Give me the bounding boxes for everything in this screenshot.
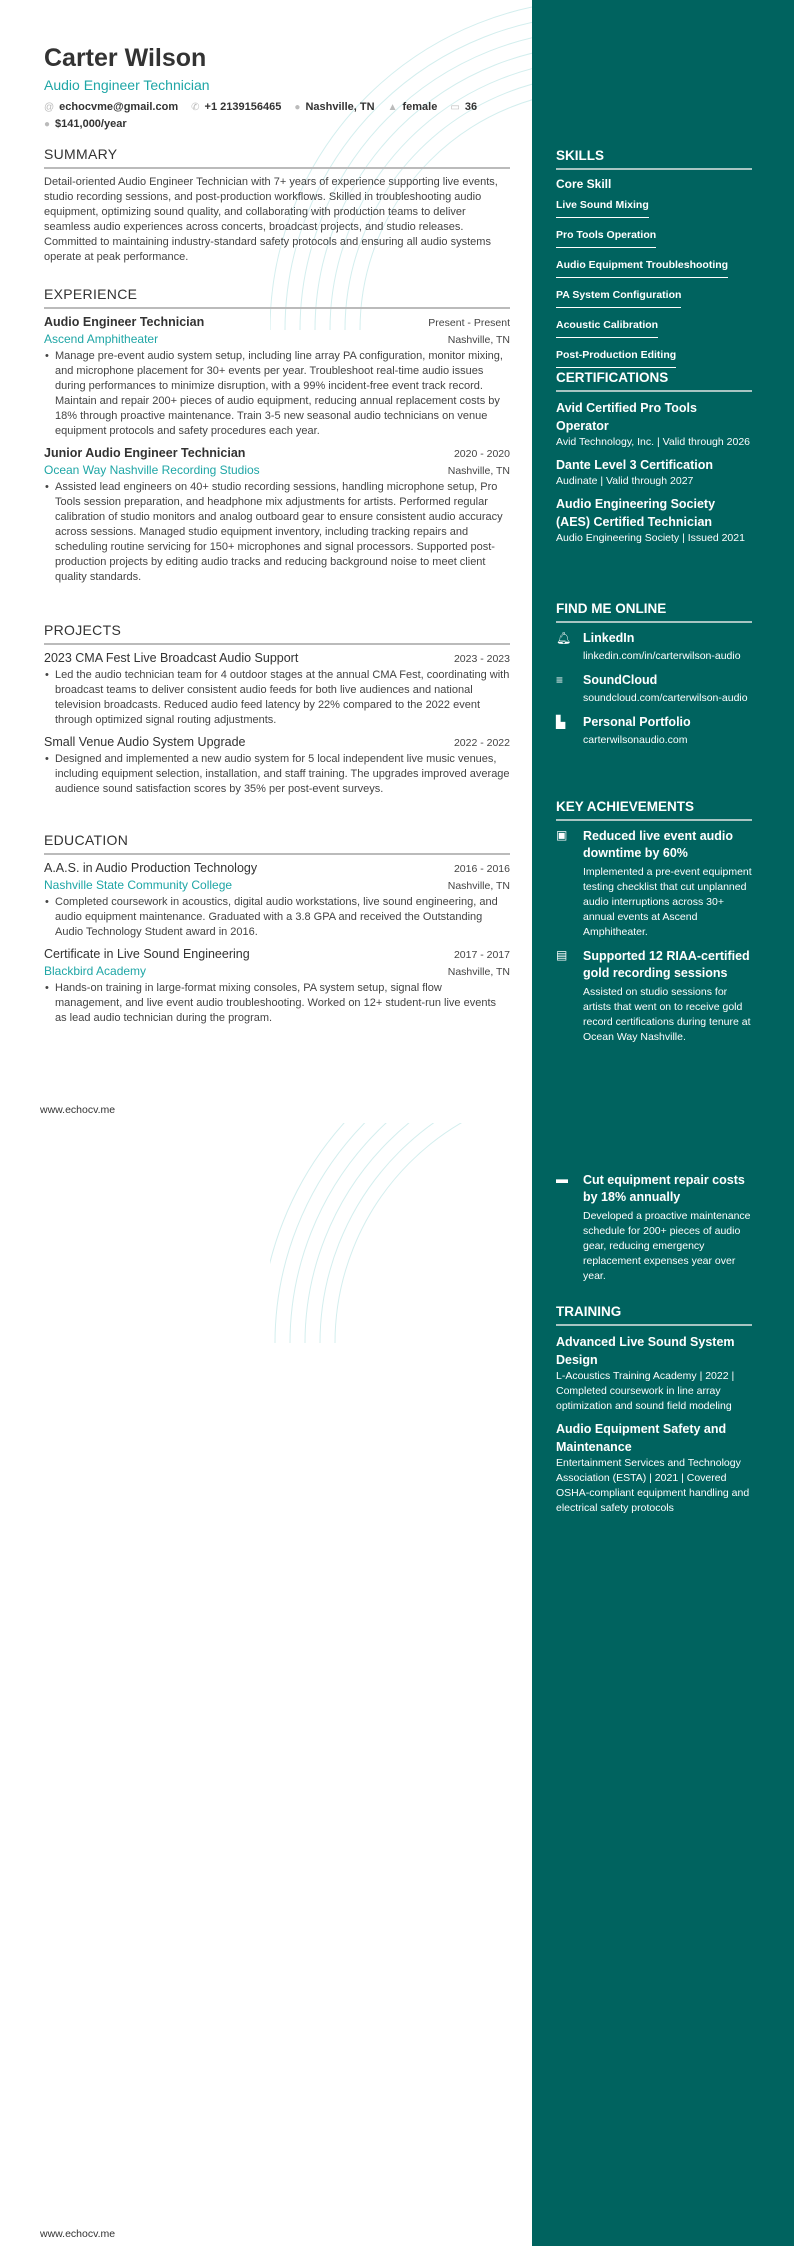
training-detail: Entertainment Services and Technology Association (ESTA) | 2021 | Covered OSHA-compliant equipment handling and electrical safety protocols	[556, 1457, 750, 1514]
experience-item	[44, 446, 510, 585]
dates: Present - Present	[428, 317, 510, 329]
achievement-item	[556, 948, 752, 1045]
online-item-linkedin[interactable]	[556, 630, 752, 664]
money-icon: ●	[44, 119, 51, 130]
achievement-item	[556, 828, 752, 940]
bullet: • Manage pre-event audio system setup, including line array PA configuration, monitor mixing, and microphone placement for 30+ events per year. Troubleshoot real-time audio issues during performances to minimize disruption, with a 99% incident-free event track record. Maintain and repair 200+ pieces of audio equipment, reducing annual replacement costs by 18% through proactive maintenance. Train 3-5 new seasonal audio technicians on venue equipment protocols and safety procedures each year.	[44, 349, 510, 439]
online-item-soundcloud[interactable]	[556, 672, 752, 706]
section-heading: KEY ACHIEVEMENTS	[556, 799, 752, 821]
section-heading: TRAINING	[556, 1304, 752, 1326]
bullet: • Assisted lead engineers on 40+ studio recording sessions, handling microphone setup, Pro Tools session preparation, and headphone mix adjustments for artists. Performed regular calibration of studio monitors and analog outboard gear to ensure consistent audio accuracy across sessions. Managed studio equipment inventory, including tracking repairs and scheduling routine servicing for 150+ microphones and signal processors. Supported post-production projects by editing audio tracks and reducing background noise to meet client quality standards.	[44, 480, 510, 585]
footer-link[interactable]: www.echocv.me	[40, 1104, 116, 1116]
online-url[interactable]: soundcloud.com/carterwilson-audio	[583, 692, 748, 704]
training-title: Audio Equipment Safety and Maintenance	[556, 1422, 727, 1454]
candidate-name: Carter Wilson	[44, 44, 207, 72]
section-heading: PROJECTS	[44, 622, 510, 645]
location-icon: ●	[294, 102, 301, 113]
person-icon: ▲	[387, 102, 398, 113]
certifications-section	[556, 370, 752, 552]
achievements-continued	[556, 1172, 752, 1292]
cert-title: Dante Level 3 Certification	[556, 458, 713, 472]
section-heading: SKILLS	[556, 148, 752, 170]
contact-location: ● Nashville, TN	[294, 99, 374, 116]
projects-section	[44, 622, 510, 804]
achievements-section	[556, 799, 752, 1053]
contact-phone: ✆ +1 2139156465	[191, 99, 281, 116]
online-url[interactable]: carterwilsonaudio.com	[583, 734, 688, 746]
cert-title: Avid Certified Pro Tools Operator	[556, 401, 697, 433]
job-title: Audio Engineer Technician	[44, 77, 210, 93]
online-section	[556, 601, 752, 756]
calendar-icon: ▤	[556, 948, 568, 962]
location: Nashville, TN	[447, 966, 510, 978]
achievement-desc: Implemented a pre-event equipment testing checklist that cut unplanned audio interruptions across 30+ annual events at Ascend Amphitheater.	[583, 866, 752, 938]
dates: 2016 - 2016	[453, 863, 510, 875]
achievement-title: Reduced live event audio downtime by 60%	[583, 829, 734, 860]
training-detail: L-Acoustics Training Academy | 2022 | Completed coursework in line array optimization and sound field modeling	[556, 1370, 735, 1412]
training-title: Advanced Live Sound System Design	[556, 1335, 735, 1367]
bullet: • Led the audio technician team for 4 outdoor stages at the annual CMA Fest, coordinating with broadcast teams to deliver consistent audio feeds for both live audiences and national television broadcasts. Reduced audio feed latency by 22% compared to the 2022 event through optimized signal routing adjustments.	[44, 668, 510, 728]
footer-link[interactable]: www.echocv.me	[40, 2228, 116, 2240]
training-section	[556, 1304, 752, 1522]
online-title: LinkedIn	[583, 631, 635, 645]
document-icon: ▙	[556, 715, 566, 729]
skill-item: Live Sound Mixing	[556, 199, 649, 218]
achievement-desc: Developed a proactive maintenance schedule for 200+ pieces of audio gear, reducing emergency replacement expenses year over year.	[583, 1210, 751, 1282]
phone-icon: ✆	[191, 102, 200, 113]
skill-group: Core Skill	[556, 177, 612, 191]
skill-item: PA System Configuration	[556, 289, 681, 308]
decorative-arcs	[270, 1123, 532, 1343]
bullet: • Completed coursework in acoustics, digital audio workstations, live sound engineering, and audio equipment maintenance. Graduated with a 3.8 GPA and received the Outstanding Audio Technology Student award in 2016.	[44, 895, 510, 940]
dates: 2020 - 2020	[453, 448, 510, 460]
cert-detail: Avid Technology, Inc. | Valid through 2026	[556, 436, 750, 448]
skill-item: Post-Production Editing	[556, 349, 676, 368]
contact-salary: ● $141,000/year	[44, 116, 127, 133]
section-heading: FIND ME ONLINE	[556, 601, 752, 623]
project-title: 2023 CMA Fest Live Broadcast Audio Support	[44, 651, 299, 665]
skill-item: Pro Tools Operation	[556, 229, 656, 248]
bullet: • Hands-on training in large-format mixing consoles, PA system setup, signal flow management, and live event audio troubleshooting. Worked on 12+ student-run live events as lead audio technician during the program.	[44, 981, 510, 1026]
online-title: SoundCloud	[583, 673, 658, 687]
degree: Certificate in Live Sound Engineering	[44, 947, 250, 961]
skill-item: Audio Equipment Troubleshooting	[556, 259, 728, 278]
skill-item: Acoustic Calibration	[556, 319, 658, 338]
company: Ascend Amphitheater	[44, 332, 159, 346]
dates: 2023 - 2023	[453, 653, 510, 665]
location: Nashville, TN	[447, 465, 510, 477]
contact-info	[44, 99, 514, 133]
contact-email: @ echocvme@gmail.com	[44, 99, 178, 116]
location: Nashville, TN	[447, 334, 510, 346]
achievement-item	[556, 1172, 752, 1284]
company: Ocean Way Nashville Recording Studios	[44, 463, 260, 477]
project-title: Small Venue Audio System Upgrade	[44, 735, 246, 749]
dates: 2017 - 2017	[453, 949, 510, 961]
cert-detail: Audinate | Valid through 2027	[556, 475, 694, 487]
calendar-icon: ▭	[450, 102, 460, 113]
location: Nashville, TN	[447, 880, 510, 892]
position-title: Audio Engineer Technician	[44, 315, 205, 329]
contact-gender: ▲ female	[388, 99, 438, 116]
project-item	[44, 735, 510, 797]
cert-detail: Audio Engineering Society | Issued 2021	[556, 532, 745, 544]
cert-title: Audio Engineering Society (AES) Certified Technician	[556, 497, 716, 529]
summary-section	[44, 146, 510, 265]
experience-item	[44, 315, 510, 439]
online-title: Personal Portfolio	[583, 715, 691, 729]
section-heading: SUMMARY	[44, 146, 510, 169]
summary-text: Detail-oriented Audio Engineer Technician with 7+ years of experience supporting live events, studio recording sessions, and post-production workflows. Skilled in troubleshooting audio equipment, optimizing sound quality, and collaborating with production teams to deliver seamless audio experiences across concerts, broadcast projects, and studio releases. Committed to maintaining industry-standard safety protocols and ensuring all audio systems operate at peak performance.	[44, 176, 498, 263]
online-url[interactable]: linkedin.com/in/carterwilson-audio	[583, 650, 741, 662]
bullet: • Designed and implemented a new audio system for 5 local independent live music venues, including equipment selection, installation, and staff training. The upgrades improved average audience sound satisfaction scores by 35% per post-event surveys.	[44, 752, 510, 797]
achievement-title: Supported 12 RIAA-certified gold recording sessions	[583, 949, 750, 980]
achievement-desc: Assisted on studio sessions for artists that went on to receive gold record certifications during tenure at Ocean Way Nashville.	[583, 986, 751, 1043]
school: Blackbird Academy	[44, 964, 147, 978]
school: Nashville State Community College	[44, 878, 233, 892]
section-heading: EDUCATION	[44, 832, 510, 855]
lines-icon: ≡	[556, 673, 564, 687]
dates: 2022 - 2022	[453, 737, 510, 749]
experience-section	[44, 286, 510, 592]
education-item	[44, 947, 510, 1026]
bookmark-icon: ▣	[556, 828, 568, 842]
position-title: Junior Audio Engineer Technician	[44, 446, 246, 460]
archive-icon: ▬	[556, 1172, 568, 1186]
contact-age: ▭ 36	[450, 99, 477, 116]
section-heading: EXPERIENCE	[44, 286, 510, 309]
bell-icon: 🔔︎	[556, 631, 572, 645]
degree: A.A.S. in Audio Production Technology	[44, 861, 258, 875]
online-item-portfolio[interactable]	[556, 714, 752, 748]
education-section	[44, 832, 510, 1033]
skills-section	[556, 148, 752, 375]
project-item	[44, 651, 510, 728]
achievement-title: Cut equipment repair costs by 18% annually	[583, 1173, 745, 1204]
at-icon: @	[44, 102, 55, 113]
education-item	[44, 861, 510, 940]
section-heading: CERTIFICATIONS	[556, 370, 752, 392]
